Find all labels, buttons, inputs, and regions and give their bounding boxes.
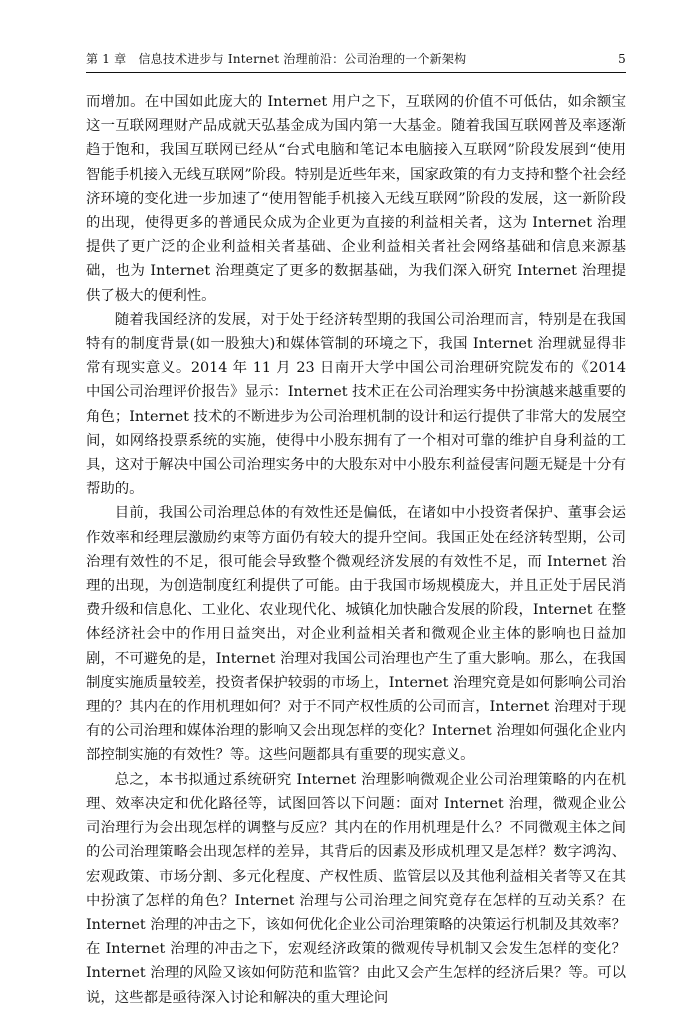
- book-page: [86, 48, 626, 1006]
- paragraph-1: 而增加。在中国如此庞大的 Internet 用户之下，互联网的价值不可低估，如余额宝这一互联网理财产品成就天弘基金成为国内第一大基金。随着我国互联网普及率逐渐趋于饱和，我国互联网已经从“台式电脑和笔记本电脑接入互联网”阶段发展到“使用智能手机接入无线互联网”阶段。特别是近些年来，国家政策的有力支持和整个社会经济环境的变化进一步加速了“使用智能手机接入无线互联网”阶段的发展，这一新阶段的出现，使得更多的普通民众成为企业更为直接的利益相关者，这为 Internet 治理提供了更广泛的企业利益相关者基础、企业利益相关者社会网络基础和信息来源基础，也为 Internet 治理奠定了更多的数据基础，为我们深入研究 Internet 治理提供了极大的便利性。: [86, 94, 626, 304]
- paragraph-3: 目前，我国公司治理总体的有效性还是偏低，在诸如中小投资者保护、董事会运作效率和经理层激励约束等方面仍有较大的提升空间。我国正处在经济转型期，公司治理有效性的不足，很可能会导致整个微观经济发展的有效性不足，而 Internet 治理的出现，为创造制度红利提供了可能。由于我国市场规模庞大，并且正处于居民消费升级和信息化、工业化、农业现代化、城镇化加快融合发展的阶段，Internet 在整体经济社会中的作用日益突出，对企业利益相关者和微观企业主体的影响也日益加剧，不可避免的是，Internet 治理对我国公司治理也产生了重大影响。那么，在我国制度实施质量较差，投资者保护较弱的市场上，Internet 治理究竟是如何影响公司治理的？其内在的作用机理如何？对于不同产权性质的公司而言，Internet 治理对于现有的公司治理和媒体治理的影响又会出现怎样的变化？Internet 治理如何强化企业内部控制实施的有效性？等。这些问题都具有重要的现实意义。: [86, 505, 626, 764]
- chapter-title: 第 1 章 信息技术进步与 Internet 治理前沿：公司治理的一个新架构: [86, 52, 467, 66]
- body-text: [86, 90, 626, 1010]
- page-number: 5: [618, 52, 626, 66]
- paragraph-2: 随着我国经济的发展，对于处于经济转型期的我国公司治理而言，特别是在我国特有的制度背景(如一股独大)和媒体管制的环境之下，我国 Internet 治理就显得非常有现实意义。2014 年 11 月 23 日南开大学中国公司治理研究院发布的《2014 中国公司治理评价报告》显示：Internet 技术正在公司治理实务中扮演越来越重要的角色；Internet 技术的不断进步为公司治理机制的设计和运行提供了非常大的发展空间，如网络投票系统的实施，使得中小股东拥有了一个相对可靠的维护自身利益的工具，这对于解决中国公司治理实务中的大股东对中小股东利益侵害问题无疑是十分有帮助的。: [86, 311, 626, 498]
- paragraph-4: 总之，本书拟通过系统研究 Internet 治理影响微观企业公司治理策略的内在机理、效率决定和优化路径等，试图回答以下问题：面对 Internet 治理，微观企业公司治理行为会出现怎样的调整与反应？其内在的作用机理是什么？不同微观主体之间的公司治理策略会出现怎样的差异，其背后的因素及形成机理又是怎样？数字鸿沟、宏观政策、市场分割、多元化程度、产权性质、监管层以及其他利益相关者等又在其中扮演了怎样的角色？Internet 治理与公司治理之间究竟存在怎样的互动关系？在 Internet 治理的冲击之下，该如何优化企业公司治理策略的决策运行机制及其效率？在 Internet 治理的冲击之下，宏观经济政策的微观传导机制又会发生怎样的变化？Internet 治理的风险又该如何防范和监管？由此又会产生怎样的经济后果？等。可以说，这些都是亟待深入讨论和解决的重大理论问: [86, 771, 626, 1006]
- running-header: [86, 48, 626, 70]
- header-rule: [86, 72, 626, 73]
